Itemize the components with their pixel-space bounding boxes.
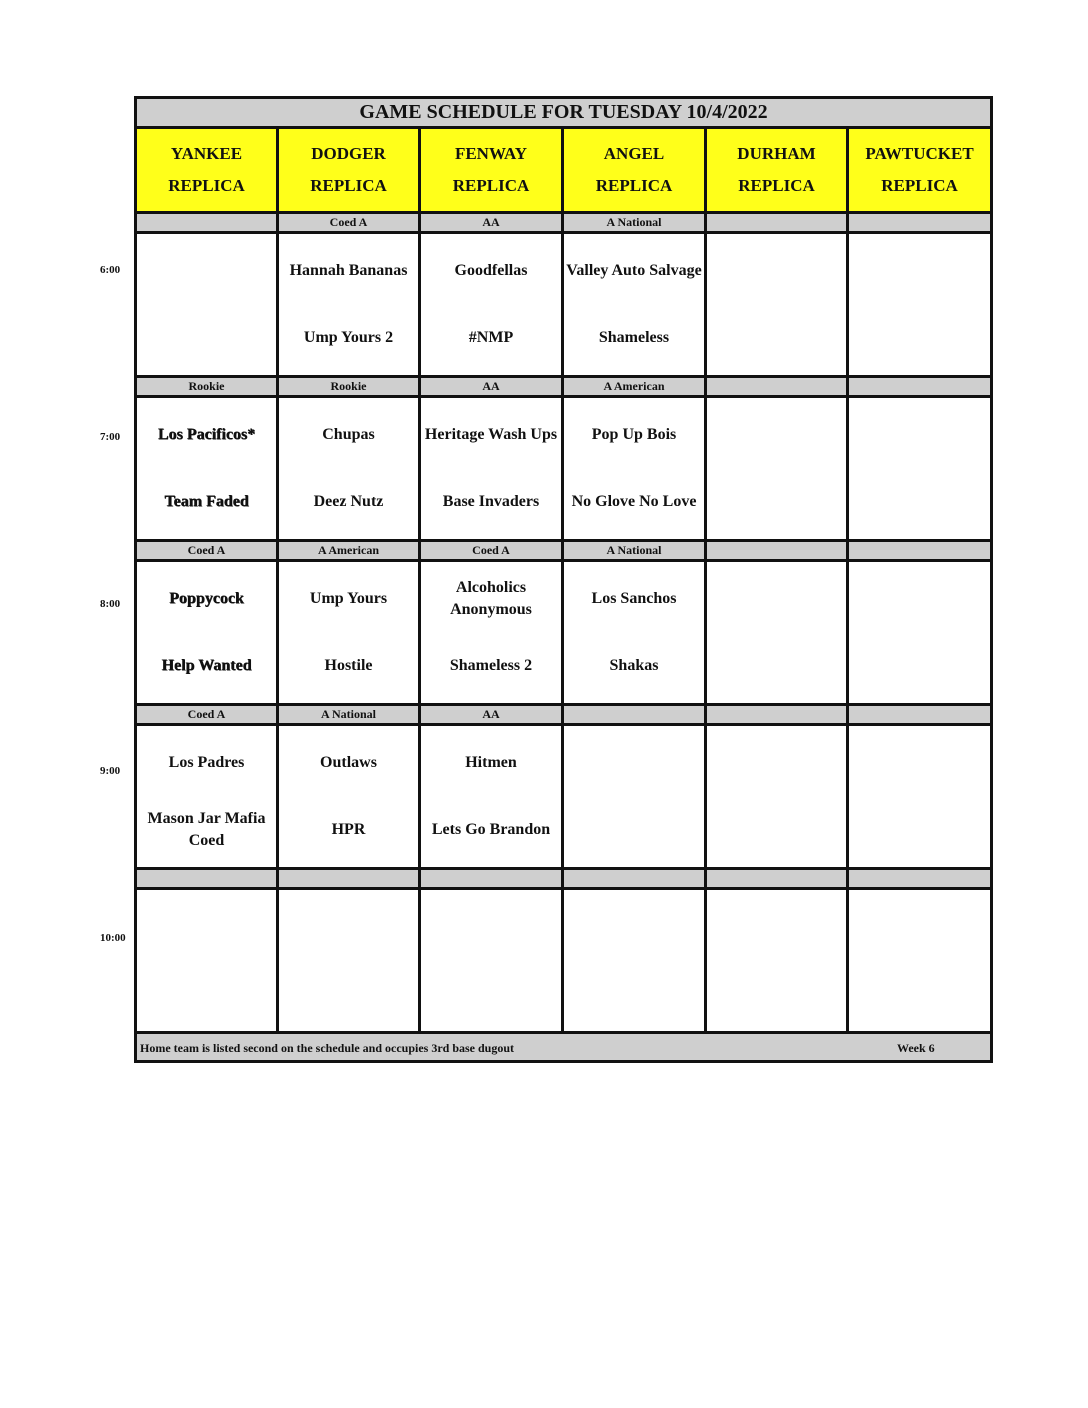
home-team-note: Home team is listed second on the schedule and occupies 3rd base dugout (140, 1041, 515, 1055)
home-team: No Glove No Love (571, 492, 697, 510)
field-header (420, 128, 563, 213)
schedule-table (134, 96, 993, 1063)
division-label: Rookie (278, 377, 420, 397)
away-team (564, 726, 704, 797)
time-label: 8:00 (100, 598, 121, 610)
game-row (136, 725, 992, 869)
week-label: Week 6 (897, 1041, 935, 1055)
home-team (564, 961, 704, 1032)
away-team (279, 890, 418, 961)
game-cell (278, 561, 420, 705)
home-team (421, 961, 561, 1032)
division-label: Rookie (136, 377, 278, 397)
time-label: 9:00 (100, 765, 121, 777)
home-team: Shakas (609, 656, 659, 674)
home-team (707, 633, 846, 704)
field-name: YANKEE (170, 144, 243, 163)
home-team: Deez Nutz (313, 492, 384, 510)
game-cell (706, 561, 848, 705)
home-team (849, 305, 990, 376)
game-cell (278, 397, 420, 541)
division-label: A National (278, 705, 420, 725)
game-cell (706, 889, 848, 1033)
away-team: Valley Auto Salvage (566, 262, 702, 280)
away-team (707, 234, 846, 305)
away-team (849, 726, 990, 797)
game-cell (706, 233, 848, 377)
game-cell (278, 889, 420, 1033)
away-team: Hannah Bananas (289, 262, 408, 280)
division-label (706, 869, 848, 889)
field-header (563, 128, 706, 213)
division-label (420, 869, 563, 889)
game-cell (848, 725, 992, 869)
game-cell (420, 233, 563, 377)
division-label: A American (278, 541, 420, 561)
home-team (707, 469, 846, 540)
game-cell (848, 889, 992, 1033)
game-cell (420, 889, 563, 1033)
game-cell (848, 397, 992, 541)
home-team (707, 305, 846, 376)
field-name: DODGER (311, 144, 386, 163)
home-team: Base Invaders (442, 492, 540, 510)
division-label (278, 869, 420, 889)
game-cell (563, 725, 706, 869)
field-type: REPLICA (310, 176, 387, 195)
division-row (136, 377, 992, 397)
game-row (136, 561, 992, 705)
home-team: Team Faded (164, 492, 249, 510)
away-team: Los Pacificos* (157, 426, 256, 444)
field-type: REPLICA (168, 176, 245, 195)
home-team: Shameless 2 (449, 656, 533, 674)
away-team: Ump Yours (309, 590, 388, 608)
away-team (849, 890, 990, 961)
time-label: 10:00 (100, 932, 126, 944)
division-label: Coed A (278, 213, 420, 233)
title-row (136, 98, 992, 128)
division-label: A National (563, 541, 706, 561)
home-team: Mason Jar Mafia Coed (147, 809, 266, 849)
game-cell (563, 233, 706, 377)
away-team: Los Sanchos (591, 590, 677, 608)
division-label: AA (420, 705, 563, 725)
away-team (849, 398, 990, 469)
field-header (136, 128, 278, 213)
home-team: Shameless (598, 328, 670, 346)
away-team (707, 890, 846, 961)
division-row (136, 213, 992, 233)
home-team: Lets Go Brandon (431, 820, 551, 838)
division-label: Coed A (420, 541, 563, 561)
home-team (849, 469, 990, 540)
game-cell (706, 397, 848, 541)
away-team (707, 562, 846, 633)
field-name: FENWAY (454, 144, 528, 163)
away-team (137, 234, 276, 305)
division-row (136, 869, 992, 889)
division-label (706, 213, 848, 233)
division-label (706, 705, 848, 725)
game-cell (278, 233, 420, 377)
division-label (136, 213, 278, 233)
division-label (706, 541, 848, 561)
division-label (563, 869, 706, 889)
game-cell (420, 397, 563, 541)
division-row (136, 541, 992, 561)
division-row (136, 705, 992, 725)
home-team (707, 797, 846, 868)
field-name: PAWTUCKET (865, 144, 974, 163)
game-cell (563, 889, 706, 1033)
game-row (136, 397, 992, 541)
home-team (849, 797, 990, 868)
division-label (848, 541, 992, 561)
away-team (707, 726, 846, 797)
game-cell (420, 725, 563, 869)
game-cell (848, 561, 992, 705)
division-label: Coed A (136, 541, 278, 561)
division-label: AA (420, 377, 563, 397)
game-cell (136, 725, 278, 869)
home-team (137, 305, 276, 376)
field-type: REPLICA (595, 176, 673, 195)
division-label: Coed A (136, 705, 278, 725)
game-cell (278, 725, 420, 869)
field-header (848, 128, 992, 213)
schedule-title: GAME SCHEDULE FOR TUESDAY 10/4/2022 (136, 98, 992, 128)
away-team (564, 890, 704, 961)
field-name: DURHAM (737, 144, 816, 163)
away-team: Pop Up Bois (591, 426, 677, 444)
division-label: A American (563, 377, 706, 397)
division-label: AA (420, 213, 563, 233)
field-type: REPLICA (881, 176, 958, 195)
time-label: 6:00 (100, 264, 121, 276)
away-team: Goodfellas (454, 262, 528, 280)
field-type: REPLICA (738, 176, 815, 195)
away-team: Heritage Wash Ups (424, 426, 558, 444)
away-team (849, 562, 990, 633)
division-label (706, 377, 848, 397)
home-team: #NMP (468, 328, 514, 346)
field-name: ANGEL (603, 144, 665, 163)
away-team: Outlaws (320, 754, 377, 772)
footer-cell (136, 1033, 992, 1062)
field-header (706, 128, 848, 213)
away-team (137, 890, 276, 961)
away-team: Hitmen (465, 754, 517, 772)
game-cell (136, 889, 278, 1033)
home-team: HPR (331, 820, 366, 838)
game-cell (136, 397, 278, 541)
division-label (563, 705, 706, 725)
game-row (136, 233, 992, 377)
home-team (707, 961, 846, 1032)
game-cell (563, 397, 706, 541)
home-team: Help Wanted (161, 656, 252, 674)
division-label (136, 869, 278, 889)
away-team: Chupas (322, 426, 375, 444)
home-team: Hostile (324, 656, 373, 674)
division-label (848, 377, 992, 397)
field-type: REPLICA (452, 176, 530, 195)
away-team: Los Padres (168, 754, 245, 772)
home-team (279, 961, 418, 1032)
home-team: Ump Yours 2 (303, 328, 394, 346)
away-team: Poppycock (169, 590, 244, 608)
division-label (848, 705, 992, 725)
field-header-row (136, 128, 992, 213)
game-cell (563, 561, 706, 705)
division-label (848, 869, 992, 889)
home-team (849, 633, 990, 704)
home-team (564, 797, 704, 868)
home-team (849, 961, 990, 1032)
away-team: Alcoholics Anonymous (450, 579, 532, 619)
home-team (137, 961, 276, 1032)
time-label: 7:00 (100, 431, 121, 443)
away-team (707, 398, 846, 469)
away-team (421, 890, 561, 961)
away-team (849, 234, 990, 305)
game-cell (420, 561, 563, 705)
division-label (848, 213, 992, 233)
game-cell (136, 233, 278, 377)
footer-row (136, 1033, 992, 1062)
game-cell (136, 561, 278, 705)
division-label: A National (563, 213, 706, 233)
game-row (136, 889, 992, 1033)
game-cell (706, 725, 848, 869)
game-cell (848, 233, 992, 377)
field-header (278, 128, 420, 213)
